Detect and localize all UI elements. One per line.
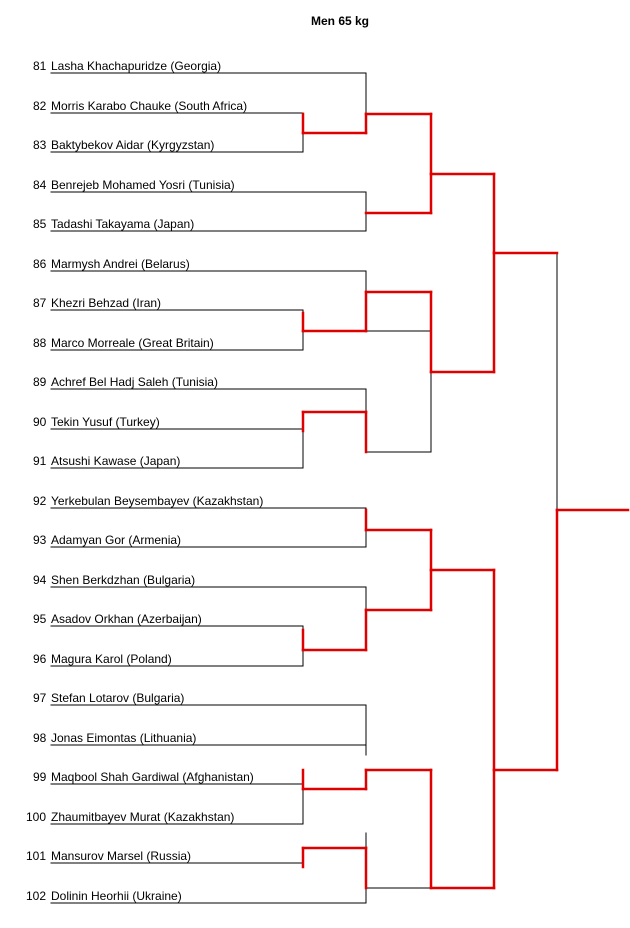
competitor-number: 91: [33, 454, 47, 468]
competitor-number: 101: [26, 849, 47, 863]
competitor-row: [33, 138, 214, 152]
competitor-name: Yerkebulan Beysembayev (Kazakhstan): [51, 494, 264, 508]
competitor-name: Dolinin Heorhii (Ukraine): [51, 889, 182, 903]
competitor-name: Tekin Yusuf (Turkey): [51, 415, 160, 429]
competitor-number: 93: [33, 533, 47, 547]
competitor-name: Morris Karabo Chauke (South Africa): [51, 99, 248, 113]
competitor-number: 94: [33, 573, 47, 587]
competitor-row: [33, 59, 221, 73]
competitor-name: Benrejeb Mohamed Yosri (Tunisia): [51, 178, 235, 192]
competitor-row: [33, 770, 254, 784]
competitor-name: Atsushi Kawase (Japan): [51, 454, 181, 468]
competitor-row: [33, 612, 202, 626]
competitor-row: [33, 691, 184, 705]
competitor-row: [33, 454, 180, 468]
competitor-number: 92: [33, 494, 47, 508]
competitor-name: Tadashi Takayama (Japan): [51, 217, 195, 231]
competitor-row: [33, 494, 263, 508]
winner-path-lines: [303, 114, 628, 888]
competitor-number: 95: [33, 612, 47, 626]
competitor-row: [26, 810, 234, 824]
competitor-row: [33, 336, 214, 350]
competitor-row: [33, 533, 181, 547]
competitor-name: Marmysh Andrei (Belarus): [51, 257, 190, 271]
competitor-number: 87: [33, 296, 47, 310]
competitor-number: 83: [33, 138, 47, 152]
competitor-name: Lasha Khachapuridze (Georgia): [51, 59, 222, 73]
competitor-number: 85: [33, 217, 47, 231]
competitor-row: [26, 849, 191, 863]
bracket-title: Men 65 kg: [310, 14, 370, 28]
competitor-name: Magura Karol (Poland): [51, 652, 172, 666]
competitor-list: [26, 59, 263, 903]
competitor-row: [33, 731, 196, 745]
competitor-row: [26, 889, 182, 903]
competitor-number: 102: [26, 889, 47, 903]
competitor-name: Maqbool Shah Gardiwal (Afghanistan): [51, 770, 254, 784]
competitor-row: [33, 217, 194, 231]
competitor-number: 82: [33, 99, 47, 113]
competitor-name: Marco Morreale (Great Britain): [51, 336, 214, 350]
competitor-name: Asadov Orkhan (Azerbaijan): [51, 612, 202, 626]
competitor-row: [33, 99, 247, 113]
competitor-number: 81: [33, 59, 47, 73]
competitor-name: Khezri Behzad (Iran): [51, 296, 162, 310]
competitor-name: Achref Bel Hadj Saleh (Tunisia): [51, 375, 218, 389]
competitor-number: 84: [33, 178, 47, 192]
competitor-name: Mansurov Marsel (Russia): [51, 849, 192, 863]
competitor-number: 89: [33, 375, 47, 389]
competitor-row: [33, 415, 160, 429]
competitor-number: 100: [26, 810, 47, 824]
competitor-name: Jonas Eimontas (Lithuania): [51, 731, 197, 745]
competitor-name: Stefan Lotarov (Bulgaria): [51, 691, 185, 705]
competitor-number: 97: [33, 691, 47, 705]
competitor-number: 98: [33, 731, 47, 745]
competitor-name: Baktybekov Aidar (Kyrgyzstan): [51, 138, 215, 152]
competitor-row: [33, 257, 190, 271]
competitor-name: Shen Berkdzhan (Bulgaria): [51, 573, 196, 587]
competitor-row: [33, 652, 172, 666]
competitor-number: 96: [33, 652, 47, 666]
competitor-row: [33, 296, 161, 310]
competitor-number: 90: [33, 415, 47, 429]
competitor-name: Zhaumitbayev Murat (Kazakhstan): [51, 810, 235, 824]
competitor-row: [33, 573, 195, 587]
competitor-name: Adamyan Gor (Armenia): [51, 533, 182, 547]
competitor-row: [33, 375, 218, 389]
competitor-number: 86: [33, 257, 47, 271]
competitor-number: 99: [33, 770, 47, 784]
competitor-number: 88: [33, 336, 47, 350]
competitor-row: [33, 178, 235, 192]
